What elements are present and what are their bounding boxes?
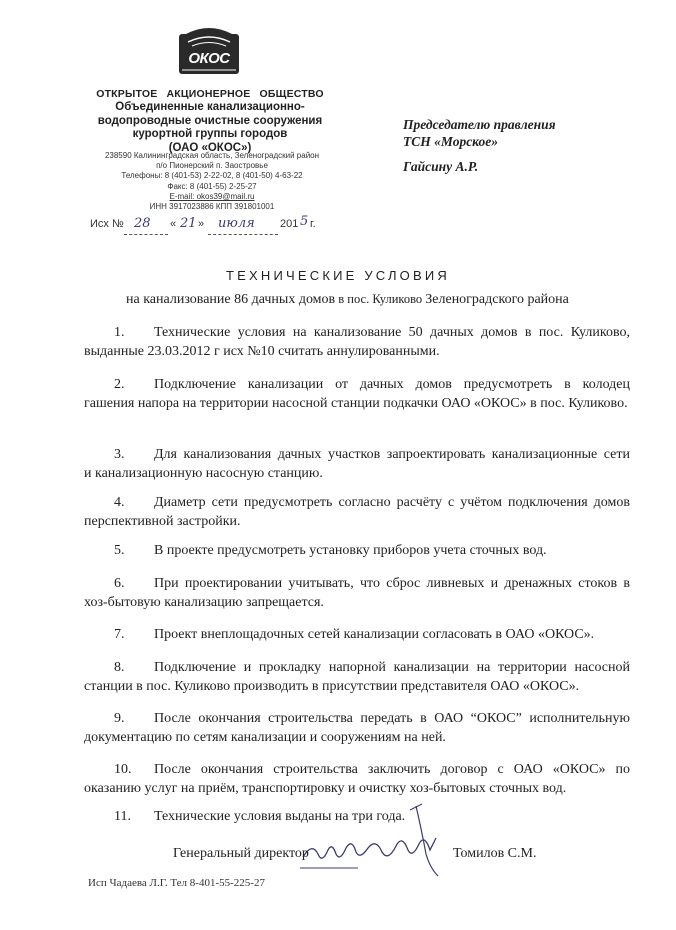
org-name-line: Объединенные канализационно-	[115, 101, 305, 113]
item-text: Технические условия на канализование 50 дачных домов в пос. Куликово,	[154, 325, 630, 340]
company-logo	[178, 28, 240, 76]
subtitle-part: на канализование 86 дачных домов	[126, 292, 336, 307]
condition-item	[84, 494, 630, 531]
ref-year-prefix: 201	[280, 218, 299, 230]
address-line: п/о Пионерский п. Заостровье	[156, 161, 268, 171]
condition-item	[84, 324, 630, 361]
item-text: Проект внеплощадочных сетей канализации согласовать в ОАО «ОКОС».	[154, 627, 595, 642]
condition-item	[84, 446, 630, 483]
condition-item	[84, 710, 630, 747]
email-link[interactable]: E-mail: okos39@mail.ru	[169, 191, 255, 201]
item-number: 7.	[114, 627, 125, 642]
logo-text: ОКОС	[188, 50, 230, 67]
director-signature	[298, 802, 458, 882]
ref-day: 21	[180, 216, 197, 231]
outgoing-ref	[90, 214, 330, 236]
executor-line: Исп Чадаева Л.Г. Тел 8-401-55-225-27	[88, 877, 265, 889]
addressee-block	[403, 117, 633, 176]
item-number: 3.	[114, 447, 125, 462]
company-block	[60, 88, 360, 155]
ref-month-underline	[208, 233, 278, 235]
item-number: 6.	[114, 576, 125, 591]
address-line: 238590 Калининградская область, Зеленоградский район	[104, 151, 320, 160]
condition-item	[84, 575, 630, 612]
ref-month: июля	[218, 216, 255, 231]
item-number: 5.	[114, 543, 125, 558]
item-text: В проекте предусмотреть установку приборов учета сточных вод.	[154, 543, 547, 558]
fax-line: Факс: 8 (401-55) 2-25-27	[167, 181, 257, 191]
addressee-name: Гайсину А.Р.	[403, 159, 479, 174]
subtitle-part: в пос. Куликово	[335, 292, 426, 306]
item-text-cont: выданные 23.03.2012 г исх №10 считать аннулированными.	[84, 343, 440, 359]
item-number: 10.	[114, 762, 132, 777]
addressee-position: Председателю правления	[403, 117, 556, 132]
document-title: ТЕХНИЧЕСКИЕ УСЛОВИЯ	[226, 268, 450, 283]
ref-number: 28	[134, 216, 151, 231]
condition-item	[84, 761, 630, 798]
item-text-cont: оказанию услуг на приём, транспортировку и очистку хоз-бытовых сточных вод.	[84, 780, 567, 796]
ref-year-digit: 5	[300, 214, 309, 229]
item-text-cont: и канализационную насосную станцию.	[84, 465, 323, 481]
phone-line: Телефоны: 8 (401-53) 2-22-02, 8 (401-50) 4-63-22	[121, 171, 303, 181]
item-number: 11.	[114, 809, 131, 824]
item-text-cont: гашения напора на территории насосной станции подкачки ОАО «ОКОС» в пос. Куликово.	[84, 395, 628, 411]
subtitle-part: Зеленоградского района	[425, 292, 569, 307]
condition-item	[84, 376, 630, 413]
company-details	[72, 151, 352, 212]
ref-suffix: г.	[310, 218, 316, 230]
item-text: Подключение и прокладку напорной канализации на территории насосной	[154, 660, 630, 675]
addressee-org: ТСН «Морское»	[403, 133, 499, 149]
item-text: Подключение канализации от дачных домов предусмотреть в колодец	[154, 377, 630, 392]
item-text: После окончания строительства заключить договор с ОАО «ОКОС» по	[154, 762, 630, 777]
org-name-line: водопроводные очистные сооружения	[97, 114, 323, 127]
item-number: 2.	[114, 377, 125, 392]
item-text-cont: документацию по сетям канализации и сооружениям на ней.	[84, 729, 446, 745]
quote-close: »	[198, 218, 205, 230]
document-subtitle	[126, 292, 646, 308]
signatory-title: Генеральный директор	[173, 846, 309, 861]
item-text: Диаметр сети предусмотреть согласно расчёту с учётом подключения домов	[154, 495, 630, 510]
item-text-cont: перспективной застройки.	[84, 513, 241, 529]
item-text: После окончания строительства передать в ОАО “ОКОС” исполнительную	[154, 711, 630, 726]
ref-prefix: Исх №	[90, 218, 124, 230]
item-text: При проектировании учитывать, что сброс ливневых и дренажных стоков в	[154, 576, 630, 591]
item-number: 9.	[114, 711, 125, 726]
item-text: Для канализования дачных участков запроектировать канализационные сети	[154, 447, 630, 462]
condition-item	[110, 542, 630, 561]
org-short-name: (ОАО «ОКОС»)	[168, 141, 252, 154]
item-text-cont: хоз-бытовую канализацию запрещается.	[84, 594, 324, 610]
item-text: Технические условия выданы на три года.	[154, 809, 406, 824]
tax-ids: ИНН 3917023886 КПП 391801001	[149, 202, 275, 212]
condition-item	[84, 659, 630, 696]
signatory-name: Томилов С.М.	[453, 846, 537, 861]
quote-open: «	[170, 218, 177, 230]
condition-item	[110, 626, 630, 645]
item-number: 4.	[114, 495, 125, 510]
org-type: ОТКРЫТОЕ АКЦИОНЕРНОЕ ОБЩЕСТВО	[96, 88, 324, 100]
item-number: 8.	[114, 660, 125, 675]
item-text-cont: станции в пос. Куликово производить в присутствии представителя ОАО «ОКОС».	[84, 678, 580, 694]
org-name-line: курортной группы городов	[132, 128, 288, 140]
item-number: 1.	[114, 325, 125, 340]
ref-number-underline	[124, 233, 168, 235]
